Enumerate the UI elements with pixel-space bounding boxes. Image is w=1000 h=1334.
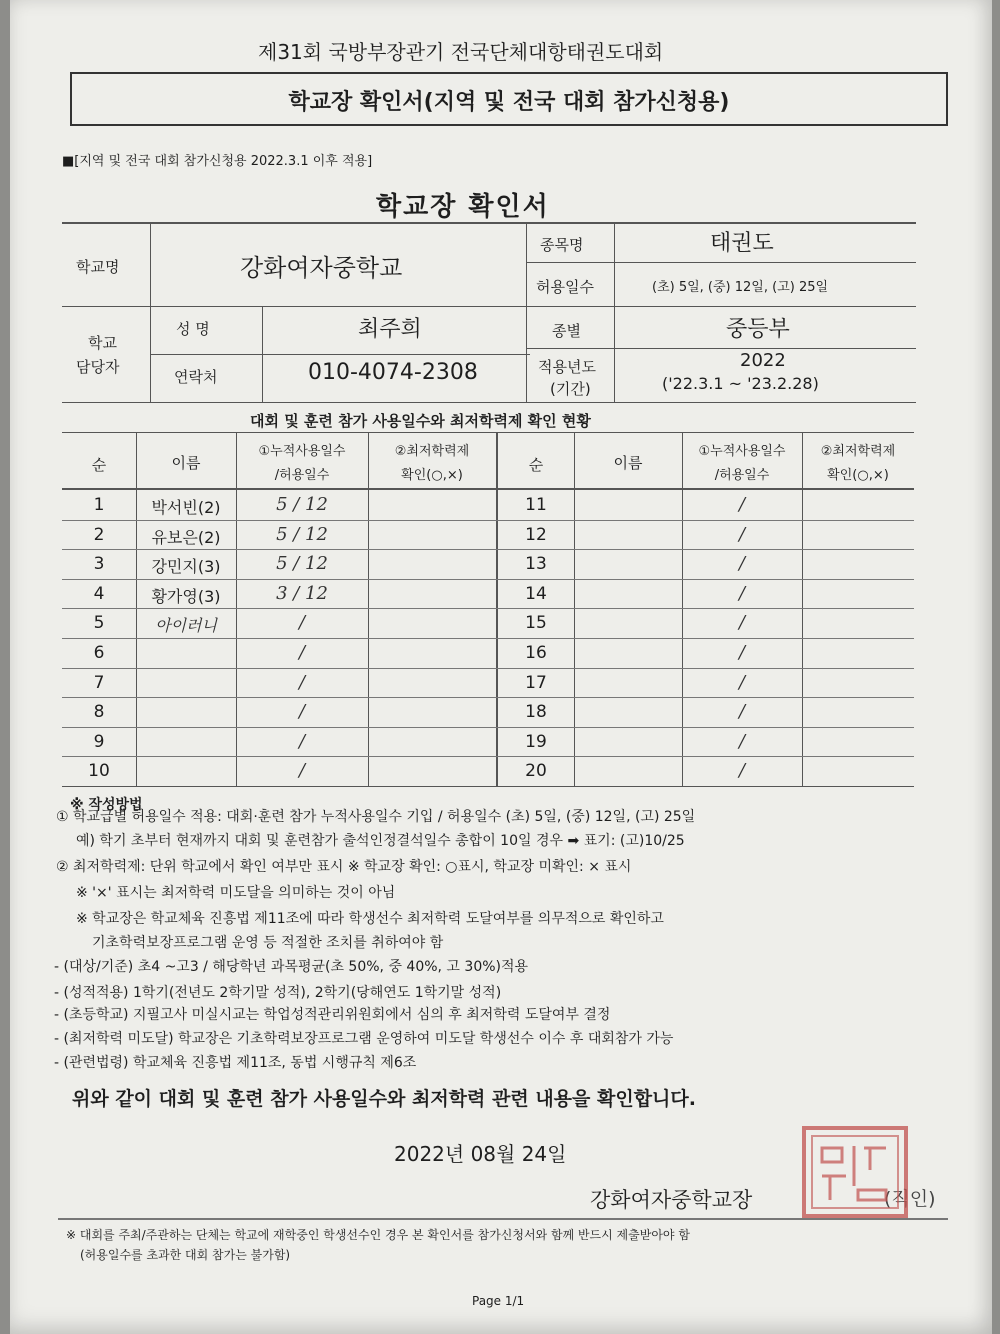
row-days: 5 / 12 (276, 494, 328, 515)
footer-note-2: (허용일수를 초과한 대회 참가는 불가함) (80, 1248, 291, 1262)
col-min-left-2: 확인(○,×) (401, 468, 463, 483)
name-label: 성 명 (176, 320, 210, 338)
instruction-line: ※ '×' 표시는 최저학력 미도달을 의미하는 것이 아님 (76, 885, 396, 901)
row-divider (62, 608, 914, 609)
row-days: / (298, 612, 306, 633)
row-number: 1 (93, 495, 105, 515)
category-value: 중등부 (726, 317, 790, 342)
year-label-2: (기간) (550, 380, 591, 398)
school-value: 강화여자중학교 (240, 254, 403, 282)
row-days: / (298, 701, 306, 722)
col-days-right-2: /허용일수 (714, 468, 770, 483)
row-number: 8 (93, 702, 105, 722)
row-divider (62, 727, 914, 728)
row-number: 18 (525, 702, 547, 722)
row-days: / (738, 524, 746, 545)
row-divider (62, 756, 914, 757)
row-name: 황가영(3) (151, 587, 221, 606)
row-days: / (298, 672, 306, 693)
row-days: / (738, 612, 746, 633)
form-title: 학교장 확인서 (376, 192, 550, 222)
row-divider (62, 549, 914, 550)
instruction-line: - (최저학력 미도달) 학교장은 기초학력보장프로그램 운영하여 미도달 학생선수 이수 후 대회참가 가능 (54, 1031, 674, 1047)
row-number: 19 (525, 732, 547, 752)
row-divider (62, 668, 914, 669)
row-number: 15 (525, 613, 547, 633)
row-number: 10 (88, 761, 110, 781)
contact-value: 010-4074-2308 (308, 360, 478, 385)
instruction-line: - (초등학교) 지필고사 미실시교는 학업성적관리위원회에서 심의 후 최저학력 도달여부 결정 (54, 1007, 611, 1023)
col-days-left-1: ①누적사용일수 (258, 444, 346, 459)
year-value-2: ('22.3.1 ~ '23.2.28) (662, 374, 819, 393)
manager-label-2: 담당자 (76, 358, 120, 376)
document-page (10, 0, 992, 1334)
instruction-line: - (대상/기준) 초4 ~고3 / 해당학년 과목평균(초 50%, 중 40%, 고 30%)적용 (54, 959, 529, 975)
instruction-line: ① 학교급별 허용일수 적용: 대회·훈련 참가 누적사용일수 기입 / 허용일수 (초) 5일, (중) 12일, (고) 25일 (56, 809, 696, 825)
row-name: 아이러니 (155, 616, 217, 635)
allowed-days-label: 허용일수 (536, 278, 594, 296)
instruction-line: - (성적적용) 1학기(전년도 2학기말 성적), 2학기(당해연도 1학기말 성적) (54, 985, 502, 1001)
row-number: 11 (525, 495, 547, 515)
footer-note-1: ※ 대회를 주최/주관하는 단체는 학교에 재학중인 학생선수인 경우 본 확인서를 참가신청서와 함께 반드시 제출받아야 함 (66, 1228, 690, 1242)
col-name-right: 이름 (613, 454, 643, 472)
sport-value: 태권도 (710, 231, 774, 256)
col-days-right-1: ①누적사용일수 (698, 444, 786, 459)
section-title: 대회 및 훈련 참가 사용일수와 최저학력제 확인 현황 (250, 412, 591, 430)
row-days: / (738, 672, 746, 693)
confirmation-statement: 위와 같이 대회 및 훈련 참가 사용일수와 최저학력 관련 내용을 확인합니다. (72, 1088, 696, 1110)
year-value-1: 2022 (740, 350, 786, 371)
col-days-left-2: /허용일수 (274, 468, 330, 483)
row-days: / (738, 494, 746, 515)
row-days: / (738, 701, 746, 722)
row-number: 9 (93, 732, 105, 752)
row-number: 4 (93, 584, 105, 604)
row-days: 5 / 12 (276, 524, 328, 545)
col-no-left: 순 (91, 456, 107, 474)
col-min-left-1: ②최저학력제 (394, 444, 470, 459)
instruction-line: - (관련법령) 학교체육 진흥법 제11조, 동법 시행규칙 제6조 (54, 1055, 417, 1071)
row-divider (62, 638, 914, 639)
row-number: 5 (93, 613, 105, 633)
row-number: 3 (93, 554, 105, 574)
row-divider (62, 579, 914, 580)
event-title: 제31회 국방부장관기 전국단체대항태권도대회 (258, 40, 664, 64)
instruction-line: ② 최저학력제: 단위 학교에서 확인 여부만 표시 ※ 학교장 확인: ○표시, 학교장 미확인: × 표시 (56, 859, 632, 875)
col-min-right-1: ②최저학력제 (820, 444, 896, 459)
row-days: 5 / 12 (276, 553, 328, 574)
seal-note: (직인) (884, 1188, 936, 1210)
confirmation-date: 2022년 08월 24일 (394, 1142, 567, 1166)
row-divider (62, 520, 914, 521)
instruction-line: 기초학력보장프로그램 운영 등 적절한 조치를 취하여야 함 (92, 935, 444, 951)
row-days: 3 / 12 (276, 583, 328, 604)
page-number: Page 1/1 (472, 1294, 525, 1308)
row-number: 7 (93, 673, 105, 693)
col-no-right: 순 (528, 456, 544, 474)
row-name: 박서빈(2) (151, 498, 221, 517)
school-label: 학교명 (76, 258, 120, 276)
footer-divider (58, 1218, 948, 1220)
row-number: 6 (93, 643, 105, 663)
row-name: 유보은(2) (151, 528, 221, 547)
row-number: 12 (525, 525, 547, 545)
row-days: / (298, 760, 306, 781)
official-seal-icon (800, 1124, 910, 1220)
row-days: / (738, 583, 746, 604)
row-days: / (738, 642, 746, 663)
allowed-days-value: (초) 5일, (중) 12일, (고) 25일 (652, 280, 829, 295)
sport-label: 종목명 (540, 236, 584, 254)
instruction-line: ※ 학교장은 학교체육 진흥법 제11조에 따라 학생선수 최저학력 도달여부를 의무적으로 확인하고 (76, 911, 664, 927)
row-number: 17 (525, 673, 547, 693)
row-number: 13 (525, 554, 547, 574)
banner-title: 학교장 확인서(지역 및 전국 대회 참가신청용) (288, 90, 730, 115)
row-number: 20 (525, 761, 547, 781)
row-days: / (298, 731, 306, 752)
col-min-right-2: 확인(○,×) (827, 468, 889, 483)
row-days: / (738, 553, 746, 574)
contact-label: 연락처 (174, 368, 218, 386)
row-name: 강민지(3) (151, 557, 221, 576)
row-divider (62, 697, 914, 698)
row-days: / (298, 642, 306, 663)
row-days: / (738, 760, 746, 781)
col-name-left: 이름 (171, 454, 201, 472)
banner-box (70, 72, 948, 126)
category-label: 종별 (552, 322, 581, 340)
row-number: 14 (525, 584, 547, 604)
sub-note: ■[지역 및 전국 대회 참가신청용 2022.3.1 이후 적용] (62, 154, 373, 169)
instructions-heading: ※ 작성방법 (70, 797, 143, 813)
instruction-line: 예) 학기 초부터 현재까지 대회 및 훈련참가 출석인정결석일수 총합이 10일 경우 ➡ 표기: (고)10/25 (76, 833, 685, 849)
row-days: / (738, 731, 746, 752)
signer-name: 강화여자중학교장 (590, 1188, 753, 1212)
name-value: 최주희 (358, 317, 422, 342)
manager-label-1: 학교 (88, 334, 117, 352)
row-number: 16 (525, 643, 547, 663)
row-number: 2 (93, 525, 105, 545)
year-label-1: 적용년도 (538, 358, 596, 376)
